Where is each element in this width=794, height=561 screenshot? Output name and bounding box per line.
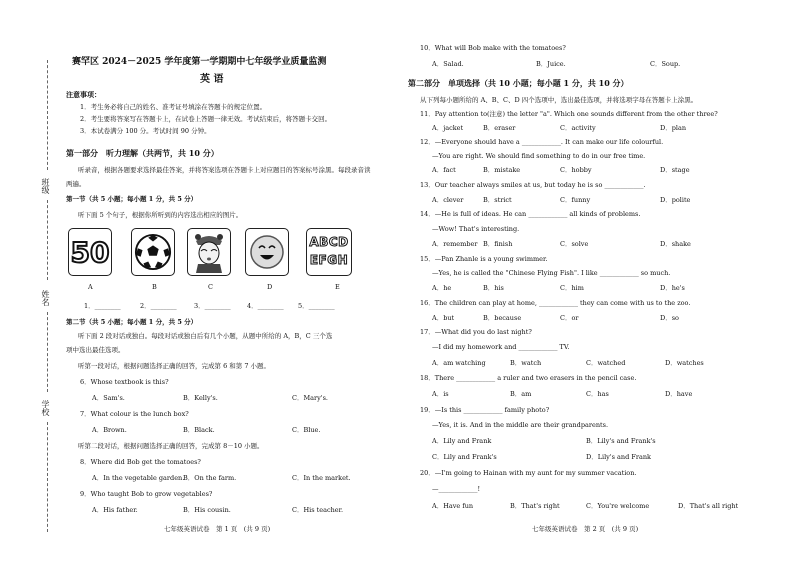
dialog1-instr: 听第一段对话，根据问题选择正确的回答，完成第 6 和第 7 小题。 <box>78 362 271 370</box>
q13-option-d[interactable]: D．polite <box>660 196 691 204</box>
notice-1: 1．考生务必将自己的姓名、准考证号填涂在答题卡的规定位置。 <box>80 103 267 111</box>
q15-option-b[interactable]: B．his <box>483 284 504 292</box>
q18-option-d[interactable]: D．have <box>665 390 693 398</box>
q13-option-b[interactable]: B．strict <box>483 196 512 204</box>
q14-reply: —Wow! That's interesting. <box>432 225 520 233</box>
q10-option-c[interactable]: C．Soup. <box>650 60 681 68</box>
q14-question: 14．—He is full of ideas. He can ____________ all kinds of problems. <box>420 210 641 218</box>
q12-option-a[interactable]: A．fact <box>432 166 456 174</box>
smiley-face-icon <box>249 234 285 270</box>
q6-option-c[interactable]: C．Mary's. <box>292 394 328 402</box>
q14-option-d[interactable]: D．shake <box>660 240 691 248</box>
q9-option-b[interactable]: B．His cousin. <box>183 506 231 514</box>
picture-letter-d: D <box>267 283 273 291</box>
section1-heading: 第一节（共 5 小题；每小题 1 分，共 5 分） <box>66 195 198 203</box>
picture-letter-a: A <box>88 283 93 291</box>
q20-question: 20．—I'm going to Hainan with my aunt for my summer vacation. <box>420 469 637 477</box>
q12-question: 12．—Everyone should have a ____________. It can make our life colourful. <box>420 138 664 146</box>
answer-blank-2[interactable]: 2．________ <box>140 302 177 310</box>
answer-blank-1[interactable]: 1．________ <box>84 302 121 310</box>
page-footer-2: 七年级英语试卷 第 2 页 (共 9 页) <box>532 525 639 533</box>
alphabet-row-2: EFGH <box>309 253 349 267</box>
q14-option-c[interactable]: C．solve <box>560 240 589 248</box>
exam-subject: 英 语 <box>200 74 224 85</box>
binding-line-top <box>47 60 48 170</box>
q11-option-a[interactable]: A．jacket <box>432 124 464 132</box>
q12-option-c[interactable]: C．hobby <box>560 166 592 174</box>
notice-2: 2．考生要将答案写在答题卡上，在试卷上答题一律无效。考试结束后，将答题卡交回。 <box>80 115 332 123</box>
q11-option-d[interactable]: D．plan <box>660 124 687 132</box>
picture-letter-c: C <box>208 283 213 291</box>
q18-question: 18．There ____________ a ruler and two erasers in the pencil case. <box>420 374 637 382</box>
q6-option-b[interactable]: B．Kelly's. <box>183 394 218 402</box>
q19-option-a[interactable]: A．Lily and Frank <box>432 437 492 445</box>
q16-option-c[interactable]: C．or <box>560 314 579 322</box>
q19-question: 19．—Is this ____________ family photo? <box>420 406 550 414</box>
section2-instr-1: 听下面 2 段对话或独白。每段对话或独白后有几个小题，从题中所给的 A，B，C 三个选 <box>78 332 333 340</box>
q17-reply: —I did my homework and ____________ TV. <box>432 343 570 351</box>
q8-option-b[interactable]: B．On the farm. <box>183 474 237 482</box>
q9-question: 9．Who taught Bob to grow vegetables? <box>80 490 213 498</box>
picture-letter-e: E <box>335 283 340 291</box>
q8-option-a[interactable]: A．In the vegetable garden. <box>92 474 185 482</box>
picture-b-football <box>131 228 175 276</box>
q20-option-a[interactable]: A．Have fun <box>432 502 474 510</box>
notice-heading: 注意事项： <box>66 90 101 99</box>
alphabet-row-1: ABCD <box>309 235 349 249</box>
q18-option-b[interactable]: B．am <box>510 390 532 398</box>
q17-option-c[interactable]: C．watched <box>586 359 626 367</box>
q20-reply: —____________! <box>432 485 481 493</box>
q17-option-a[interactable]: A．am watching <box>432 359 486 367</box>
q7-option-c[interactable]: C．Blue. <box>292 426 321 434</box>
q12-reply: —You are right. We should find something to do in our free time. <box>432 152 646 160</box>
q13-option-a[interactable]: A．clever <box>432 196 464 204</box>
answer-blank-5[interactable]: 5．________ <box>298 302 335 310</box>
picture-d-smiley <box>245 228 289 276</box>
q15-question: 15．—Pan Zhanle is a young swimmer. <box>420 255 548 263</box>
q16-option-d[interactable]: D．so <box>660 314 679 322</box>
section2-heading: 第二节（共 5 小题；每小题 1 分，共 5 分） <box>66 318 198 326</box>
q9-option-c[interactable]: C．His teacher. <box>292 506 344 514</box>
q6-option-a[interactable]: A．Sam's. <box>92 394 125 402</box>
picture-e-alphabet <box>306 228 352 276</box>
q8-option-c[interactable]: C．In the market. <box>292 474 351 482</box>
q17-option-d[interactable]: D．watches <box>665 359 704 367</box>
page-footer-1: 七年级英语试卷 第 1 页 (共 9 页) <box>164 525 271 533</box>
q19-option-c[interactable]: C．Lily and Frank's <box>432 453 497 461</box>
q14-option-b[interactable]: B．finish <box>483 240 513 248</box>
q15-option-a[interactable]: A．he <box>432 284 452 292</box>
binding-line-bottom <box>47 422 48 532</box>
q11-question: 11．Pay attention to(注意) the letter "a". Which one sounds different from the other three? <box>420 110 718 118</box>
q16-option-b[interactable]: B．because <box>483 314 522 322</box>
q20-option-d[interactable]: D．That's all right <box>678 502 739 510</box>
q15-reply: —Yes, he is called the "Chinese Flying Fish". I like ____________ so much. <box>432 269 671 277</box>
name-label: 姓名 <box>41 290 50 306</box>
number-50-text: 50 <box>70 235 110 269</box>
q19-option-b[interactable]: B．Lily's and Frank's <box>586 437 656 445</box>
opera-mask-icon <box>192 231 226 273</box>
q18-option-c[interactable]: C．has <box>586 390 609 398</box>
q20-option-b[interactable]: B．That's right <box>510 502 560 510</box>
section1-instr: 听下面 5 个句子，根据你所听到的内容选出相应的图片。 <box>78 211 243 219</box>
q8-question: 8．Where did Bob get the tomatoes? <box>80 458 201 466</box>
q11-option-c[interactable]: C．activity <box>560 124 596 132</box>
q7-option-b[interactable]: B．Black. <box>183 426 215 434</box>
q10-option-a[interactable]: A．Salad. <box>432 60 464 68</box>
exam-title: 赛罕区 2024－2025 学年度第一学期期中七年级学业质量监测 <box>72 57 327 67</box>
q10-question: 10．What will Bob make with the tomatoes? <box>420 44 566 52</box>
part1-intro-1: 听录音，根据各题要求选择最佳答案，并将答案选项在答题卡上对应题目的答案标号涂黑。每段录音读 <box>78 166 371 174</box>
notice-3: 3．本试卷满分 100 分。考试时间 90 分钟。 <box>80 127 211 135</box>
binding-line-mid <box>47 200 48 280</box>
part1-intro-2: 两遍。 <box>66 180 86 188</box>
q15-option-d[interactable]: D．he's <box>660 284 685 292</box>
q11-option-b[interactable]: B．eraser <box>483 124 516 132</box>
q6-question: 6．Whose textbook is this? <box>80 378 169 386</box>
q17-option-b[interactable]: B．watch <box>510 359 542 367</box>
q16-question: 16．The children can play at home, ____________ they can come with us to the zoo. <box>420 299 691 307</box>
part2-heading: 第二部分 单项选择（共 10 小题；每小题 1 分，共 10 分） <box>408 78 629 88</box>
q19-reply: —Yes, it is. And in the middle are their grandparents. <box>432 421 609 429</box>
part2-instr: 从下列每小题所给的 A、B、C、D 四个选项中，选出最佳选项，并将选项字母在答题卡上涂黑。 <box>420 96 698 104</box>
section2-instr-2: 项中选出最佳选项。 <box>66 346 125 354</box>
q18-option-a[interactable]: A．is <box>432 390 449 398</box>
dialog2-instr: 听第二段对话，根据问题选择正确的回答，完成第 8－10 小题。 <box>78 442 264 450</box>
answer-blank-4[interactable]: 4．________ <box>247 302 284 310</box>
school-label: 学校 <box>41 400 50 416</box>
q13-question: 13．Our teacher always smiles at us, but today he is so ____________. <box>420 181 646 189</box>
q15-option-c[interactable]: C．him <box>560 284 584 292</box>
q14-option-a[interactable]: A．remember <box>432 240 478 248</box>
q16-option-a[interactable]: A．but <box>432 314 455 322</box>
picture-c-opera-mask <box>187 228 231 276</box>
q10-option-b[interactable]: B．Juice. <box>536 60 566 68</box>
q7-option-a[interactable]: A．Brown. <box>92 426 127 434</box>
q17-question: 17．—What did you do last night? <box>420 328 532 336</box>
answer-blank-3[interactable]: 3．________ <box>194 302 231 310</box>
football-icon <box>134 233 172 271</box>
q12-option-b[interactable]: B．mistake <box>483 166 521 174</box>
class-label: 班级 <box>41 178 50 194</box>
q7-question: 7．What colour is the lunch box? <box>80 410 189 418</box>
q12-option-d[interactable]: D．stage <box>660 166 690 174</box>
binding-line-lower <box>47 312 48 392</box>
part1-heading: 第一部分 听力理解（共两节，共 10 分） <box>66 148 219 158</box>
q20-option-c[interactable]: C．You're welcome <box>586 502 650 510</box>
q9-option-a[interactable]: A．His father. <box>92 506 138 514</box>
picture-a-number-50 <box>68 228 112 276</box>
q19-option-d[interactable]: D．Lily's and Frank <box>586 453 651 461</box>
q13-option-c[interactable]: C．funny <box>560 196 591 204</box>
picture-letter-b: B <box>152 283 157 291</box>
